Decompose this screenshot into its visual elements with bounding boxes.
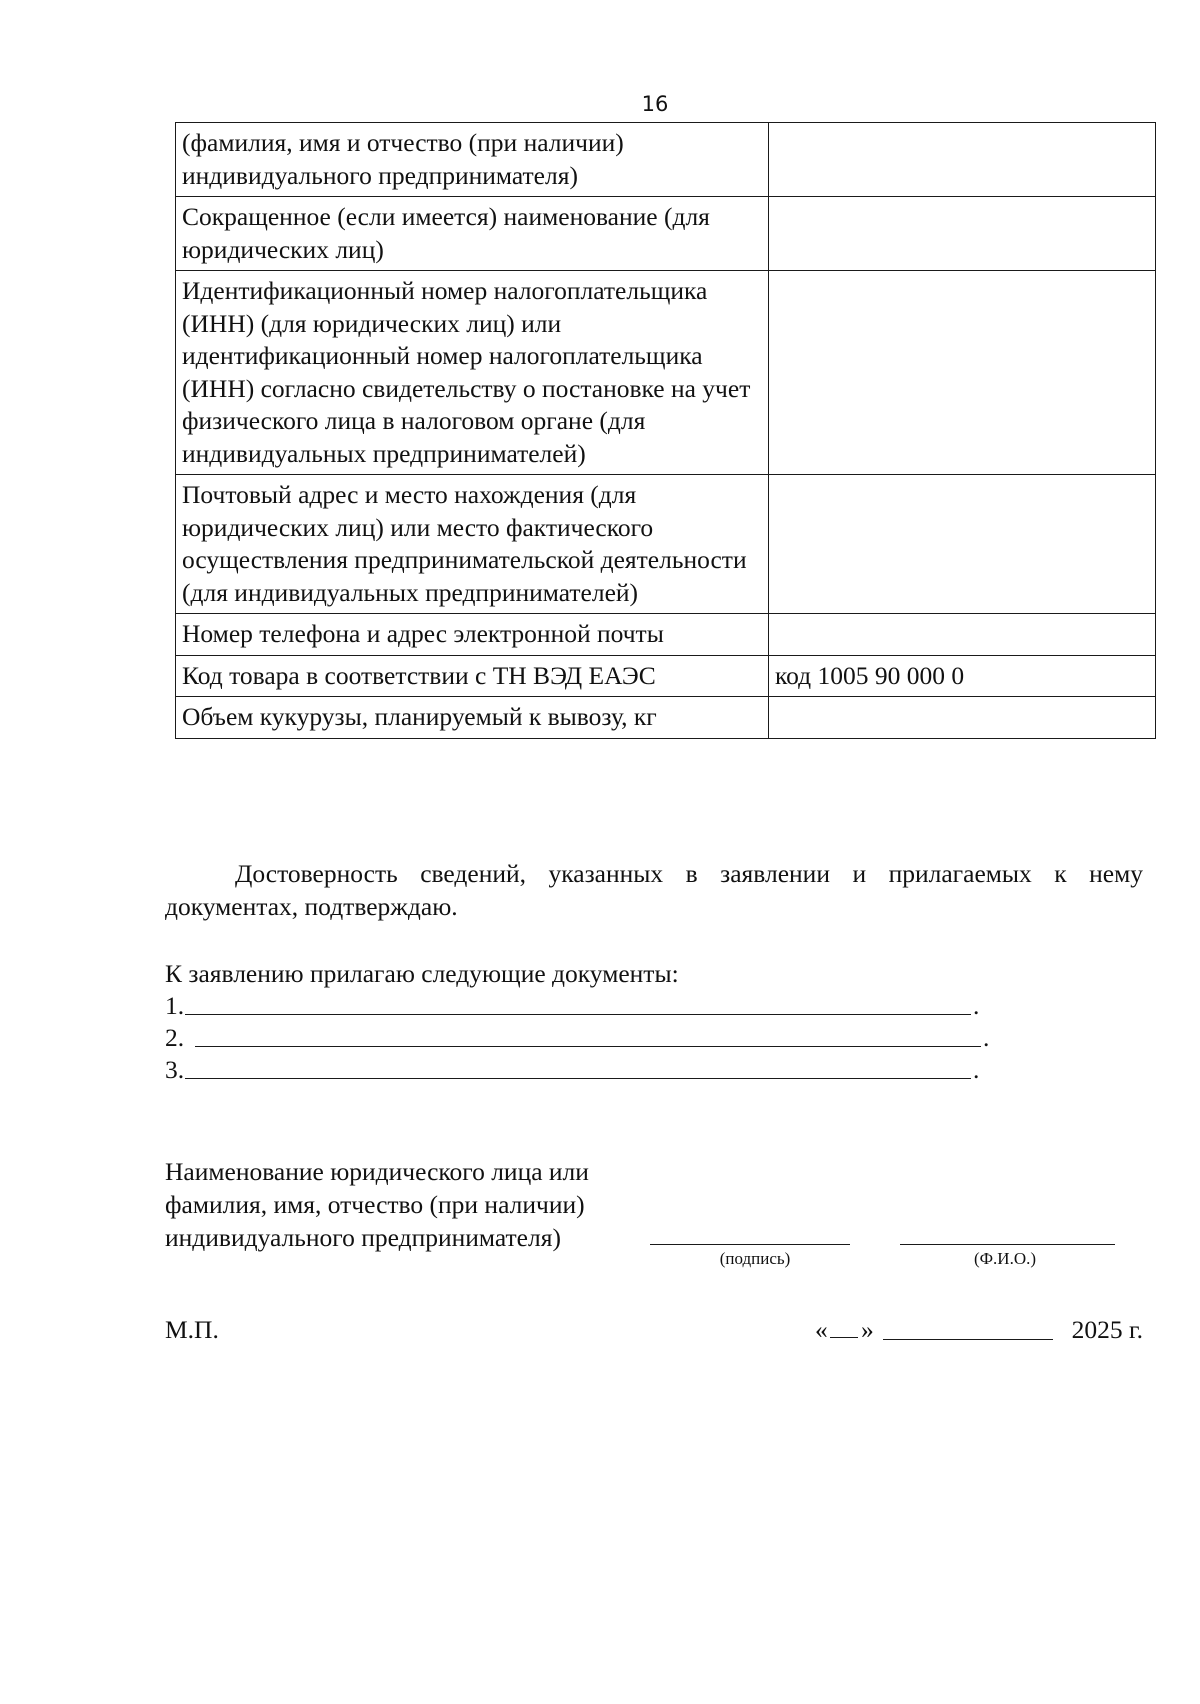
attachment-end: . [983,1023,990,1052]
page-number [0,92,1200,116]
applicant-info-table [175,122,1156,739]
date-year: 2025 г. [1071,1315,1143,1344]
date-field [815,1313,1145,1349]
stamp-label: М.П. [165,1315,219,1344]
attachment-blank [195,1046,981,1047]
row-value: код 1005 90 000 0 [769,655,1156,697]
table-row [176,123,1156,197]
row-value [769,475,1156,614]
row-value [769,614,1156,656]
day-close-quote: » [861,1315,874,1344]
attachment-end: . [973,991,980,1020]
signer-line: Наименование юридического лица или [165,1157,589,1186]
attachment-line [165,989,1025,1022]
page-number-text: 16 [641,92,669,116]
attachment-blank [185,1078,971,1079]
table-row [176,614,1156,656]
table-row [176,197,1156,271]
signer-line: индивидуального предпринимателя) [165,1223,561,1252]
name-blank [900,1244,1115,1245]
row-label: Сокращенное (если имеется) наименование (для юридических лиц) [176,197,769,271]
attachment-line [165,1053,1025,1086]
row-value [769,197,1156,271]
attachment-line [165,1021,1025,1054]
row-label: Объем кукурузы, планируемый к вывозу, кг [176,697,769,739]
attachments-heading: К заявлению прилагаю следующие документы: [165,959,679,988]
attachment-end: . [973,1055,980,1084]
row-label: (фамилия, имя и отчество (при наличии) индивидуального предпринимателя) [176,123,769,197]
row-label: Код товара в соответствии с ТН ВЭД ЕАЭС [176,655,769,697]
attachment-blank [185,1014,971,1015]
day-open-quote: « [815,1315,828,1344]
row-label: Номер телефона и адрес электронной почты [176,614,769,656]
row-label: Идентификационный номер налогоплательщика (ИНН) (для юридических лиц) или идентификационный номер налогоплательщика (ИНН) согласно свидетельству о постановке на учет физического лица в налоговом органе (для индивидуальных предпринимателей) [176,271,769,475]
month-blank [883,1339,1053,1340]
attachment-number: 2. [165,1023,185,1052]
signature-caption: (подпись) [719,1249,791,1268]
attestation-text: Достоверность сведений, указанных в заявлении и прилагаемых к нему документах, подтверждаю. [165,859,1143,921]
table-row [176,271,1156,475]
table-row [176,475,1156,614]
signer-line: фамилия, имя, отчество (при наличии) [165,1190,585,1219]
attachment-number: 3. [165,1055,185,1084]
table-row [176,697,1156,739]
table-row [176,655,1156,697]
row-value [769,271,1156,475]
row-value [769,697,1156,739]
name-caption: (Ф.И.О.) [973,1249,1037,1268]
row-label: Почтовый адрес и место нахождения (для юридических лиц) или место фактического осуществления предпринимательской деятельности (для индивидуальных предпринимателей) [176,475,769,614]
signer-label [165,1155,589,1254]
row-value [769,123,1156,197]
attachment-number: 1. [165,991,185,1020]
signature-blank [650,1244,850,1245]
day-blank [830,1337,858,1338]
